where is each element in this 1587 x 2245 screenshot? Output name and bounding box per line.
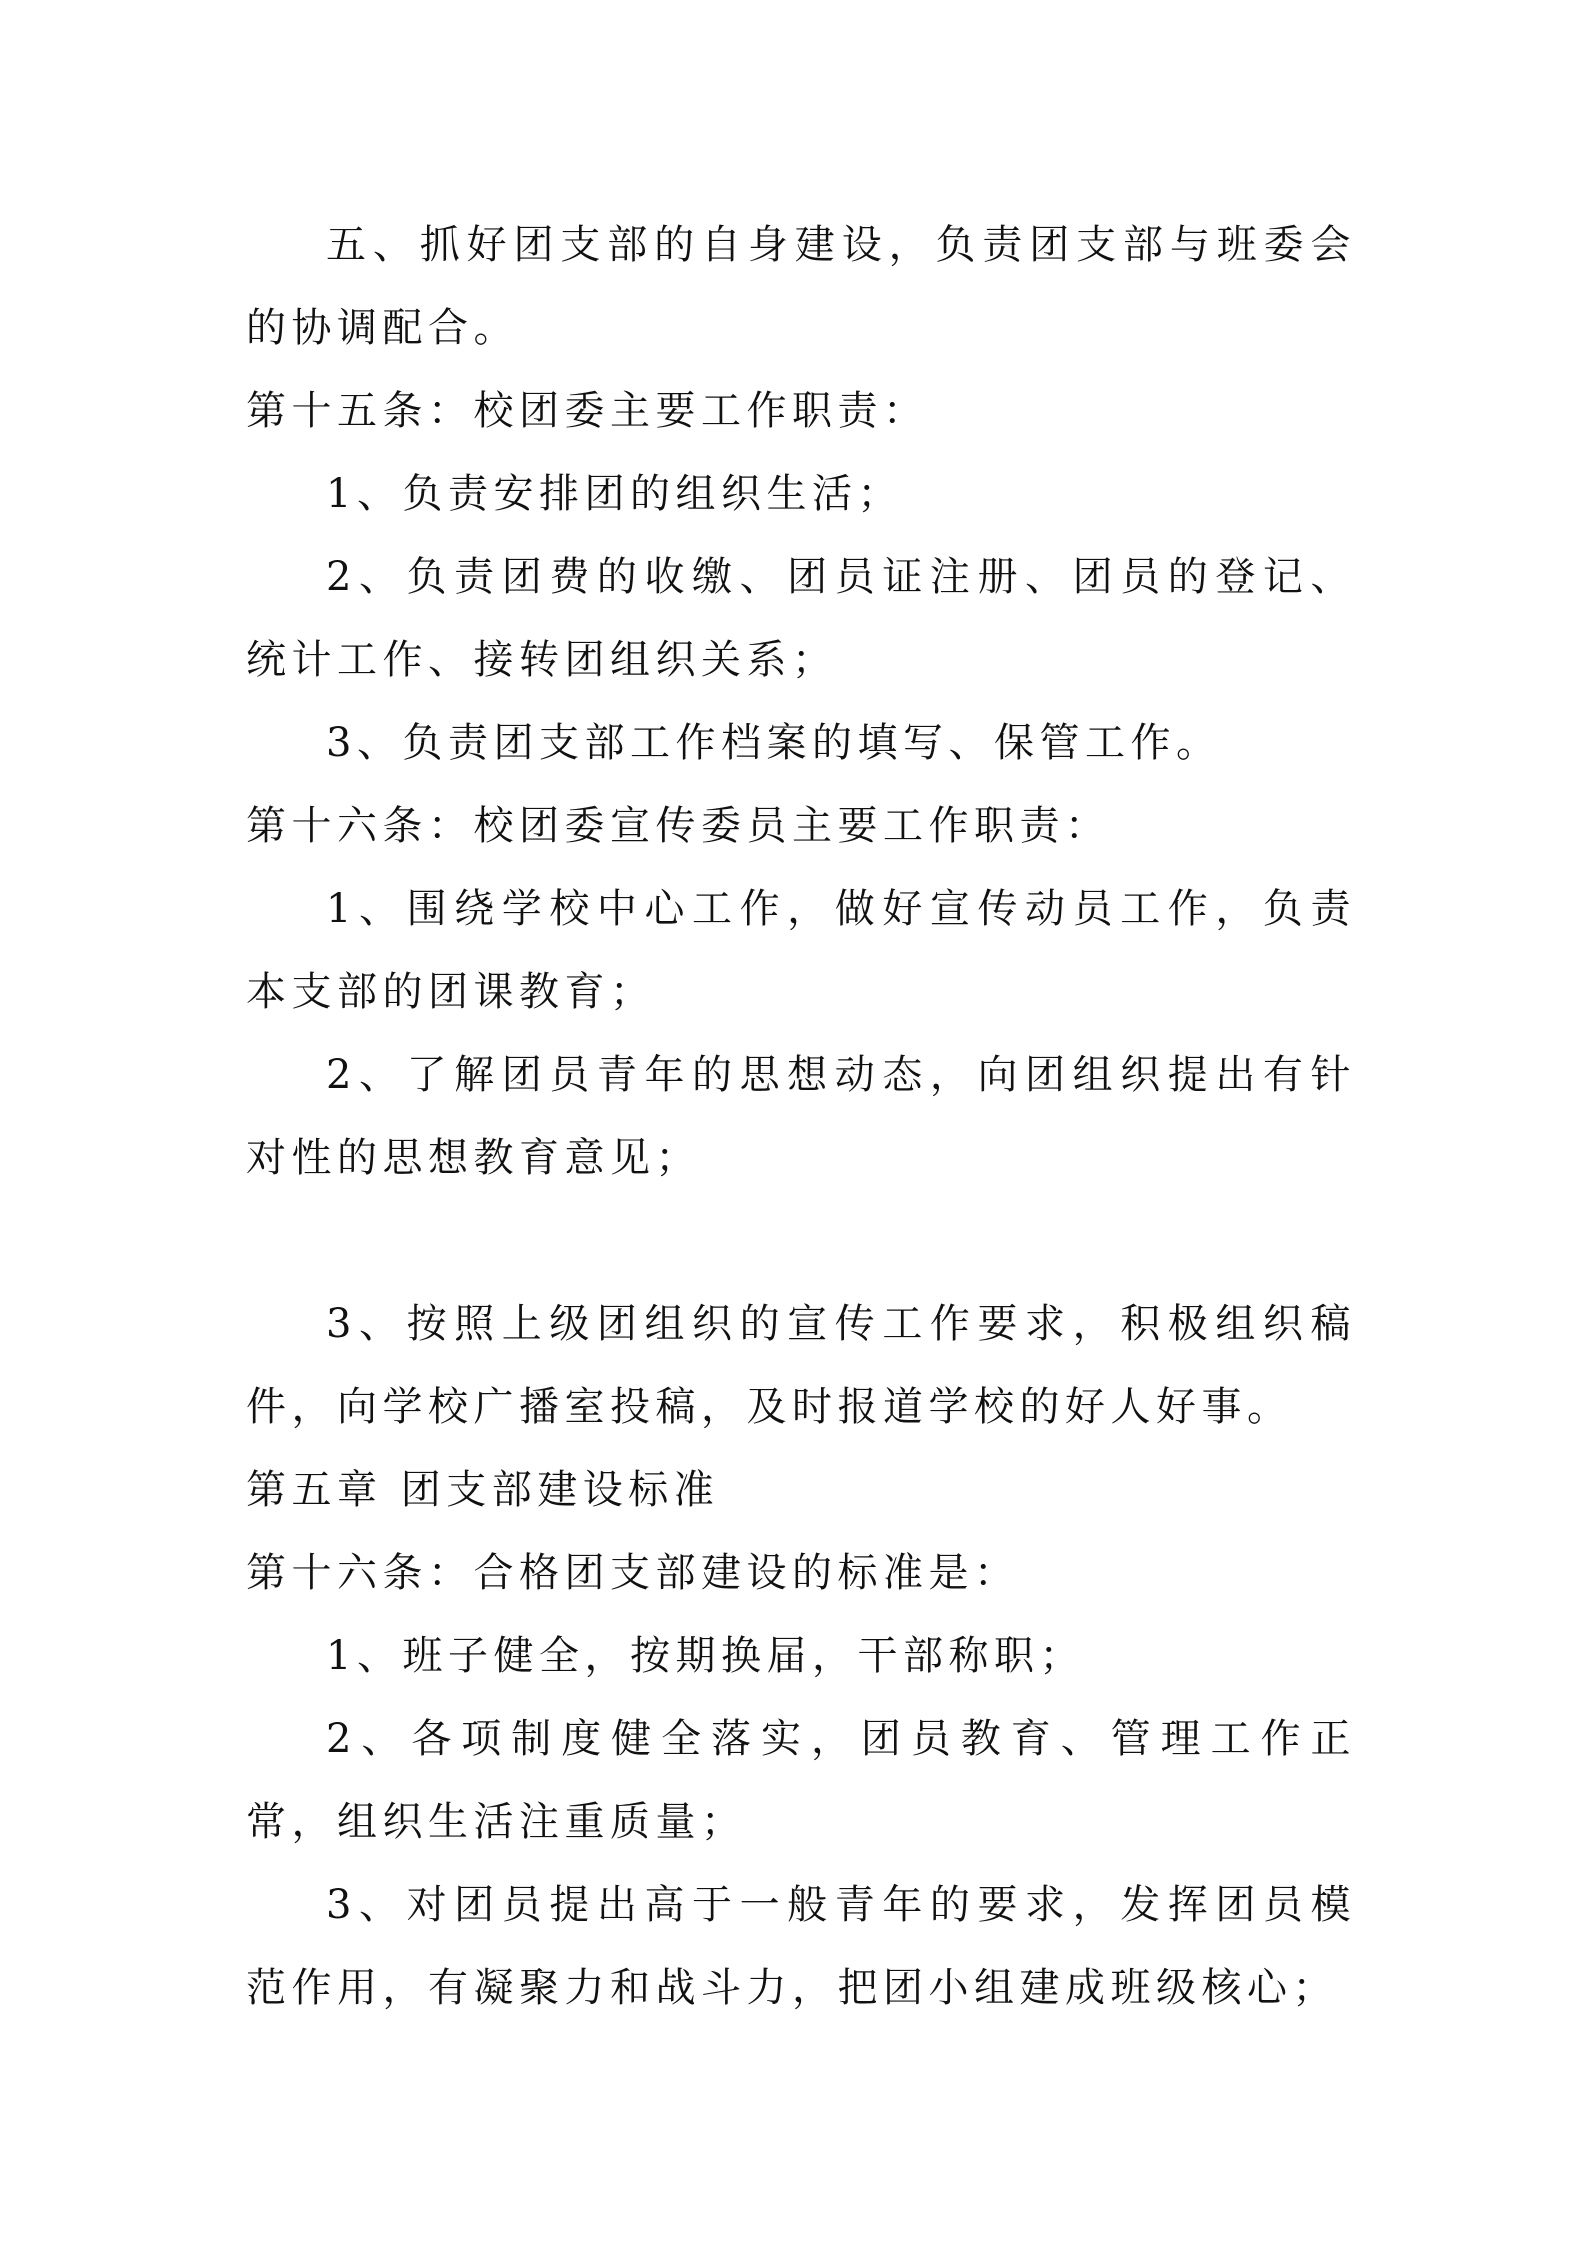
article-16-standard-heading: 第十六条：合格团支部建设的标准是： — [246, 1550, 1020, 1596]
article-15-item-1: 1、负责安排团的组织生活； — [326, 471, 903, 517]
document-body — [246, 204, 1356, 2030]
standard-item-1: 1、班子健全，按期换届，干部称职； — [326, 1633, 1085, 1679]
article-15-heading: 第十五条：校团委主要工作职责： — [246, 388, 929, 434]
standard-item-2: 2、各项制度健全落实，团员教育、管理工作正常，组织生活注重质量； — [246, 1716, 1356, 1845]
article-16-publicity-heading: 第十六条：校团委宣传委员主要工作职责： — [246, 803, 1111, 849]
article-15-item-3: 3、负责团支部工作档案的填写、保管工作。 — [326, 720, 1222, 766]
article-16-publicity-item-1: 1、围绕学校中心工作，做好宣传动员工作，负责本支部的团课教育； — [246, 886, 1356, 1015]
article-15-item-2: 2、负责团费的收缴、团员证注册、团员的登记、统计工作、接转团组织关系； — [246, 554, 1356, 683]
blank-line-gap — [246, 1200, 1356, 1283]
article-16-publicity-item-2: 2、了解团员青年的思想动态，向团组织提出有针对性的思想教育意见； — [246, 1052, 1356, 1181]
standard-item-3: 3、对团员提出高于一般青年的要求，发挥团员模范作用，有凝聚力和战斗力，把团小组建成班级核心； — [246, 1882, 1356, 2011]
article-16-publicity-item-3: 3、按照上级团组织的宣传工作要求，积极组织稿件，向学校广播室投稿，及时报道学校的好人好事。 — [246, 1301, 1356, 1430]
chapter-5-title: 第五章 团支部建设标准 — [246, 1467, 720, 1513]
paragraph-item-5-self-building: 五、抓好团支部的自身建设，负责团支部与班委会的协调配合。 — [246, 222, 1356, 351]
